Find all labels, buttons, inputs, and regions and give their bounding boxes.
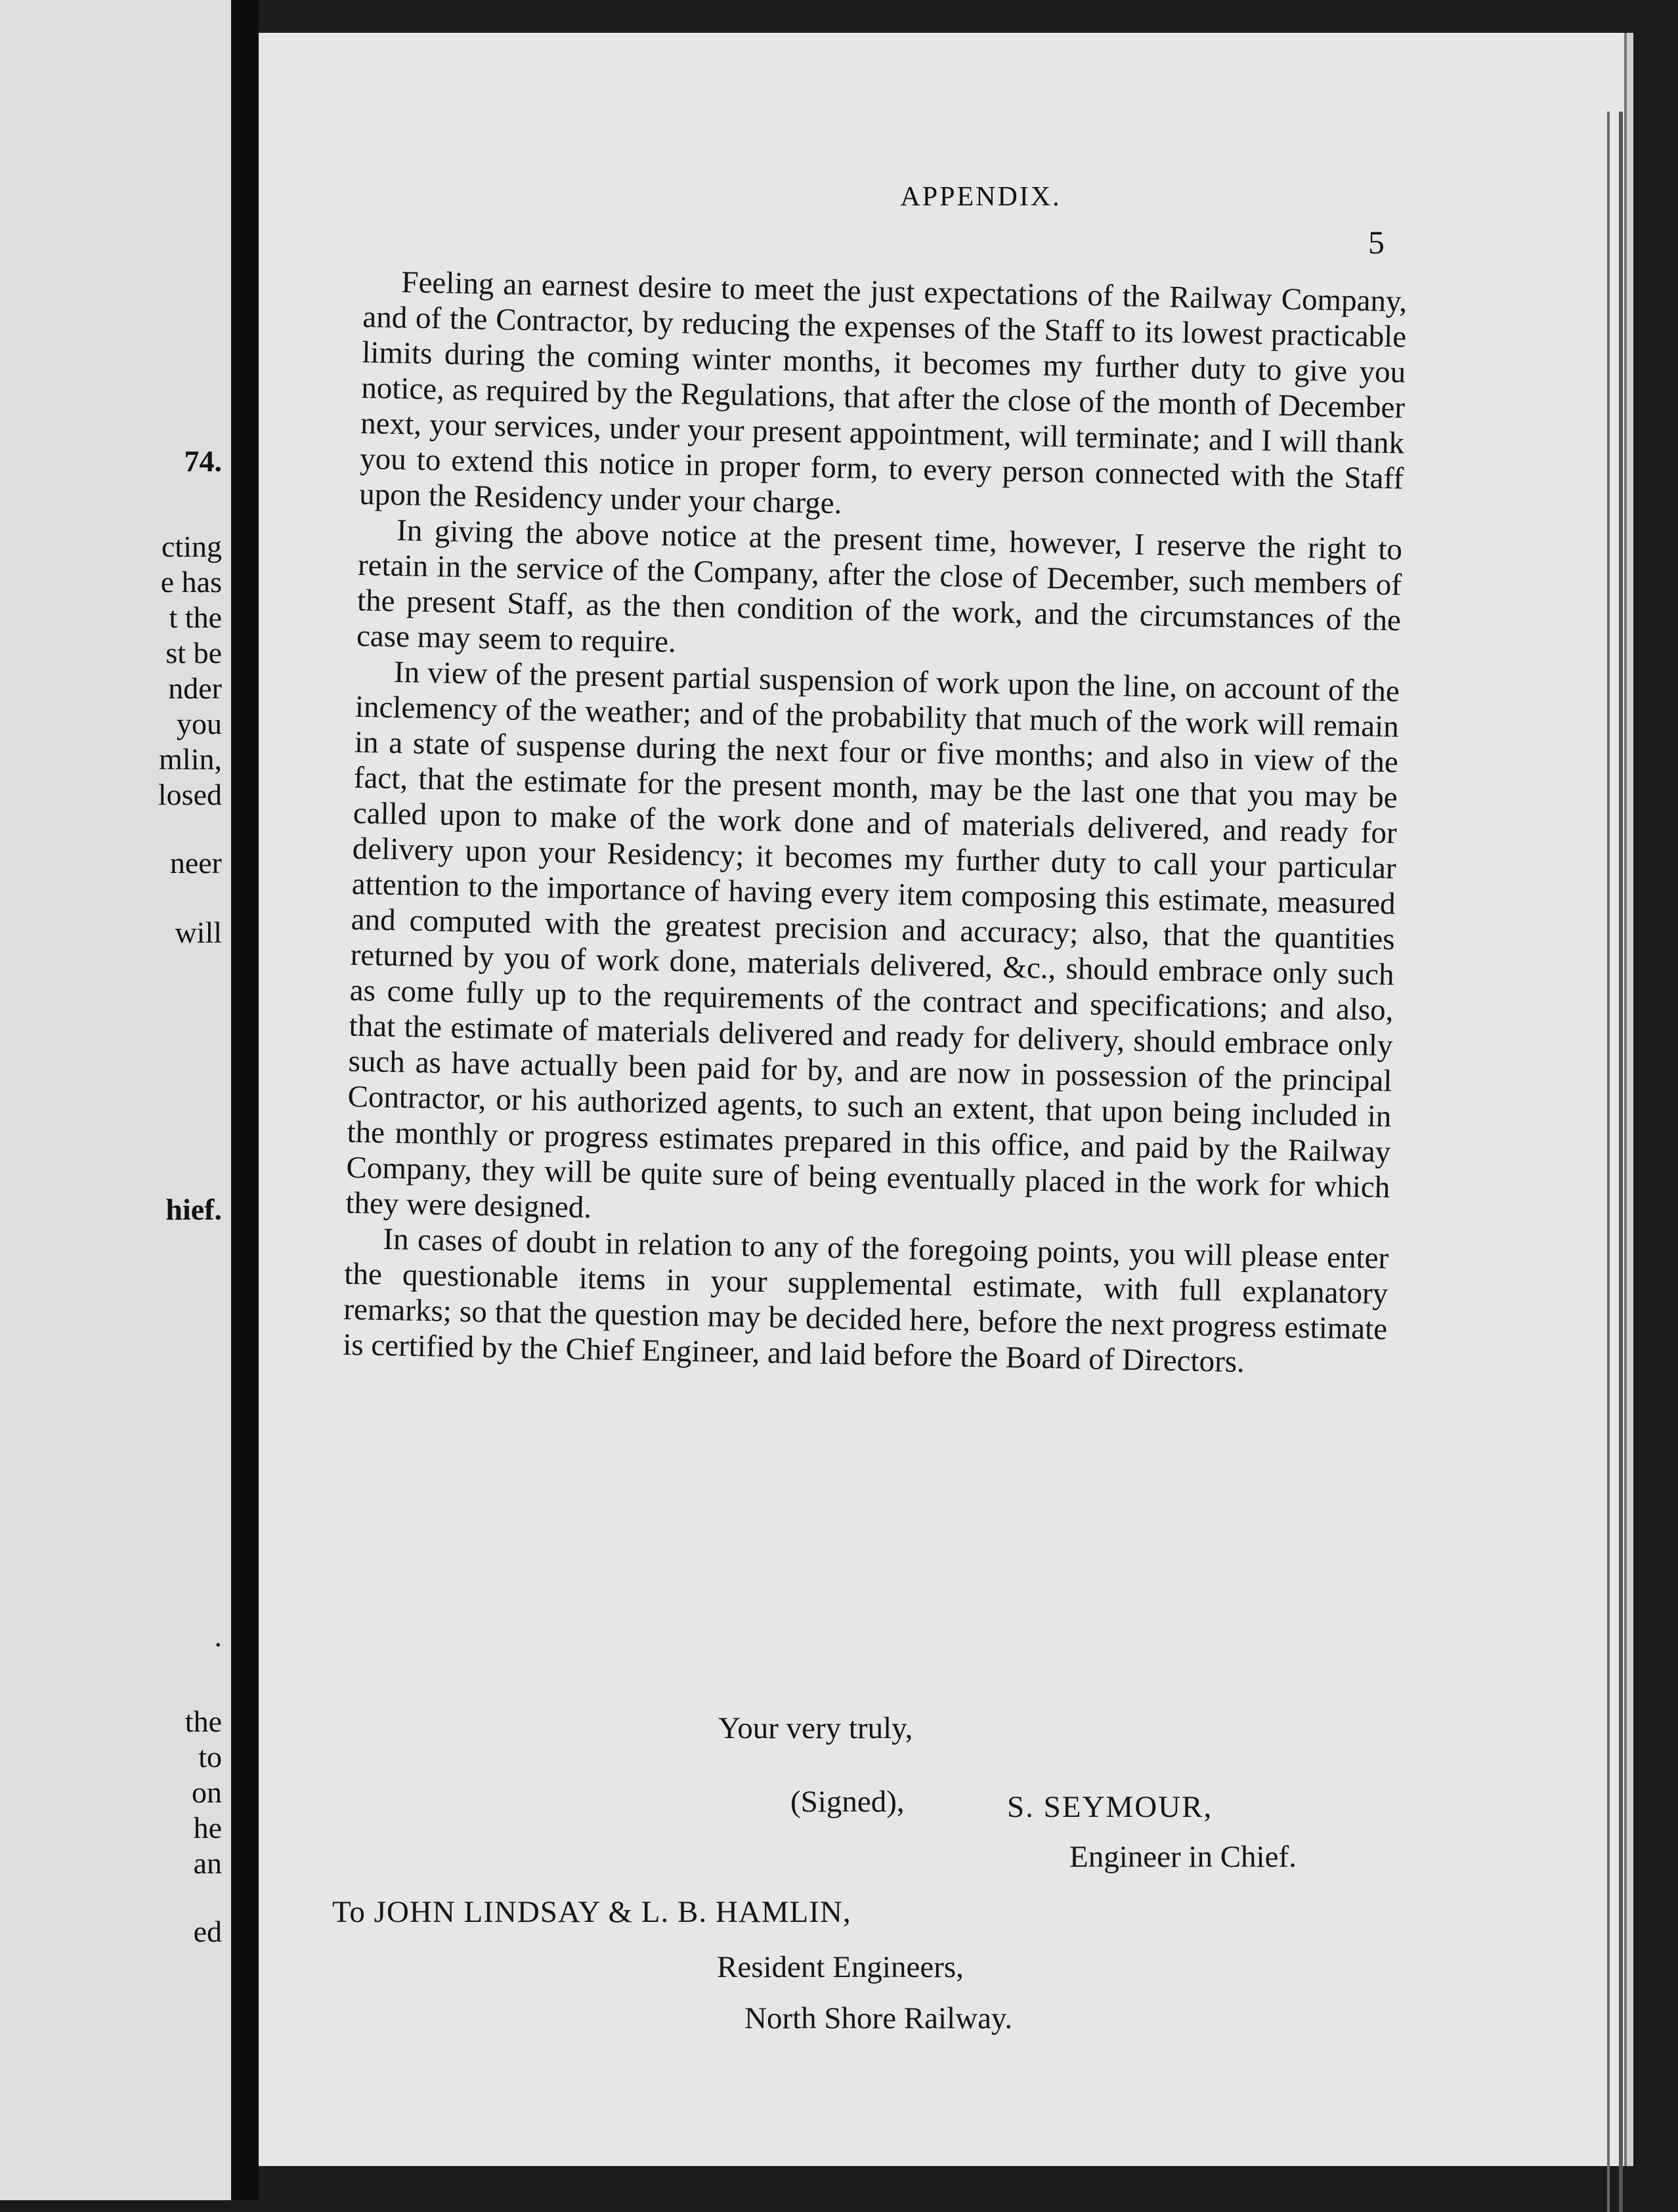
previous-page-fragment: mlin, [159,742,222,776]
previous-page-fragment: losed [158,778,222,811]
page-number: 5 [1368,224,1385,261]
previous-page-fragment: will [175,916,222,949]
page-edge [1607,112,1610,2212]
previous-page-fragment: cting [161,530,222,563]
previous-page-fragment: e has [160,565,222,599]
previous-page-fragment: st be [165,636,222,670]
book-gutter [231,0,259,2200]
previous-page-fragment: on [192,1776,222,1809]
signer-title: Engineer in Chief. [1069,1840,1297,1874]
addressee-title: Resident Engineers, [717,1950,964,1984]
running-head: APPENDIX. [900,182,1062,212]
previous-page-fragment: hief. [165,1193,222,1226]
previous-page-fragment: . [214,1619,222,1653]
paragraph: Feeling an earnest desire to meet the just expectations of the Railway Company, and of the Contractor, by reducing the expenses of the Staff to its lowest practicable limits during the coming winter months, it becomes my further duty to give you notice, as required by the Regulations, that after the close of the month of December next, your services, under your present appointment, will terminate; and I will thank you to extend this notice in proper form, to every person connected with the Staff upon the Residency under your charge. [358,265,1408,521]
previous-page-fragment: you [177,707,222,740]
previous-page [0,0,231,2200]
paragraph: In view of the present partial suspension of work upon the line, on account of the inclemency of the weather; and of the probability that much of the work will remain in a state of suspense during the next four or five months; and also in view of the fact, that the estimate for the present month, may be the last one that you may be called upon to make of the work done and of materials delivered, and ready for delivery upon your Residency; it becomes my further duty to call your particular attention to the importance of having every item composing this estimate, measured and computed with the greatest precision and accuracy; also, that the quantities returned by you of work done, materials delivered, &c., should embrace only such as come fully up to the requirements of the contract and specifications; and also, that the estimate of materials delivered and ready for delivery, should embrace only such as have actually been paid for by, and are now in possession of the principal Contractor, or his authorized agents, to such an extent, that upon being included in the monthly or progress estimates prepared in this office, and paid by the Railway Company, they will be quite sure of being eventually placed in the work for which they were designed. [345,655,1400,1225]
paragraph: In giving the above notice at the present time, however, I reserve the right to retain in the service of the Company, after the close of December, such members of the present Staff, as the then condition of the work, and the circumstances of the case may seem to require. [356,513,1403,660]
page [259,33,1633,2166]
previous-page-fragment: an [193,1846,222,1880]
signed-label: (Signed), [790,1785,905,1819]
paragraph: In cases of doubt in relation to any of the foregoing points, you will please enter the questionable items in your supplemental estimate, with full explanatory remarks; so that the question may be decided here, before the next progress estimate is certified by the Chief Engineer, and laid before the Board of Directors. [342,1222,1389,1380]
previous-page-fragment: he [193,1811,222,1844]
addressee-org: North Shore Railway. [744,2001,1013,2035]
previous-page-fragment: neer [169,846,222,880]
previous-page-fragment: 74. [184,444,222,478]
page-edge [1619,112,1623,2212]
previous-page-fragment: the [184,1705,222,1738]
previous-page-fragment: ed [193,1915,222,1948]
closing: Your very truly, [718,1711,913,1745]
letter-body [343,264,1408,1382]
previous-page-fragment: nder [168,671,222,705]
signer-name: S. SEYMOUR, [1007,1790,1213,1824]
previous-page-fragment: to [198,1740,222,1774]
previous-page-fragment: t the [169,601,222,634]
addressee: To JOHN LINDSAY & L. B. HAMLIN, [332,1895,851,1929]
